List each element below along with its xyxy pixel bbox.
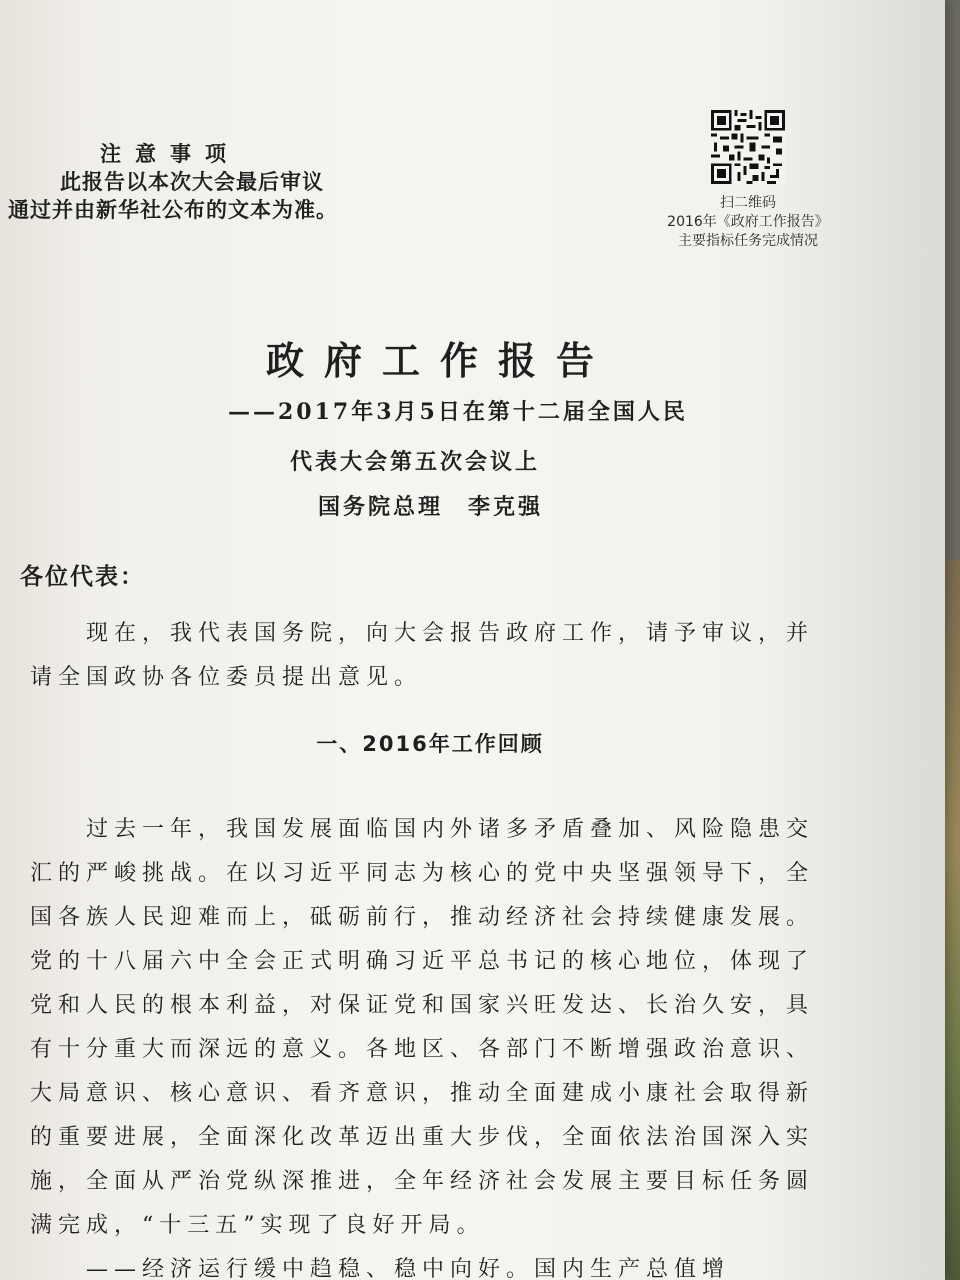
paragraph-line: 有十分重大而深远的意义。各地区、各部门不断增强政治意识、 xyxy=(30,1037,815,1062)
qr-code-icon xyxy=(711,110,785,184)
qr-block xyxy=(658,110,838,251)
paragraph-line: 满完成，“十三五”实现了良好开局。 xyxy=(30,1213,485,1238)
qr-caption: 扫二维码 xyxy=(720,195,776,211)
paragraph-line: 党和人民的根本利益，对保证党和国家兴旺发达、长治久安，具 xyxy=(30,993,815,1018)
notice-line: 此报告以本次大会最后审议 xyxy=(60,169,324,194)
paragraph-line: 现在，我代表国务院，向大会报告政府工作，请予审议，并 xyxy=(86,621,815,646)
subtitle-line: ——2017年3月5日在第十二届全国人民 xyxy=(228,399,688,425)
notice-title: 注意事项 xyxy=(100,141,240,166)
greeting: 各位代表： xyxy=(20,564,145,590)
subtitle-line: 代表大会第五次会议上 xyxy=(290,449,541,475)
paragraph-line: 的重要进展，全面深化改革迈出重大步伐，全面依法治国深入实 xyxy=(30,1125,815,1150)
author-line: 国务院总理 李克强 xyxy=(318,494,544,520)
body-paragraph xyxy=(30,808,910,1280)
intro-paragraph xyxy=(30,612,910,700)
notice-line: 通过并由新华社公布的文本为准。 xyxy=(8,197,338,222)
paragraph-line: 大局意识、核心意识、看齐意识，推动全面建成小康社会取得新 xyxy=(30,1081,815,1106)
paragraph-line: ——经济运行缓中趋稳、稳中向好。国内生产总值增 xyxy=(86,1257,731,1280)
paragraph-line: 施，全面从严治党纵深推进，全年经济社会发展主要目标任务圆 xyxy=(30,1169,815,1194)
qr-caption: 主要指标任务完成情况 xyxy=(678,233,818,249)
section-heading: 一、2016年工作回顾 xyxy=(316,732,544,756)
paragraph-line: 党的十八届六中全会正式明确习近平总书记的核心地位，体现了 xyxy=(30,949,815,974)
paragraph-line: 汇的严峻挑战。在以习近平同志为核心的党中央坚强领导下，全 xyxy=(30,861,815,886)
qr-caption: 2016年《政府工作报告》 xyxy=(667,214,829,230)
notice-block xyxy=(8,140,368,224)
paragraph-line: 过去一年，我国发展面临国内外诸多矛盾叠加、风险隐患交 xyxy=(86,817,815,842)
paragraph-line: 请全国政协各位委员提出意见。 xyxy=(30,665,423,690)
document-title: 政府工作报告 xyxy=(265,338,614,383)
paragraph-line: 国各族人民迎难而上，砥砺前行，推动经济社会持续健康发展。 xyxy=(30,905,815,930)
